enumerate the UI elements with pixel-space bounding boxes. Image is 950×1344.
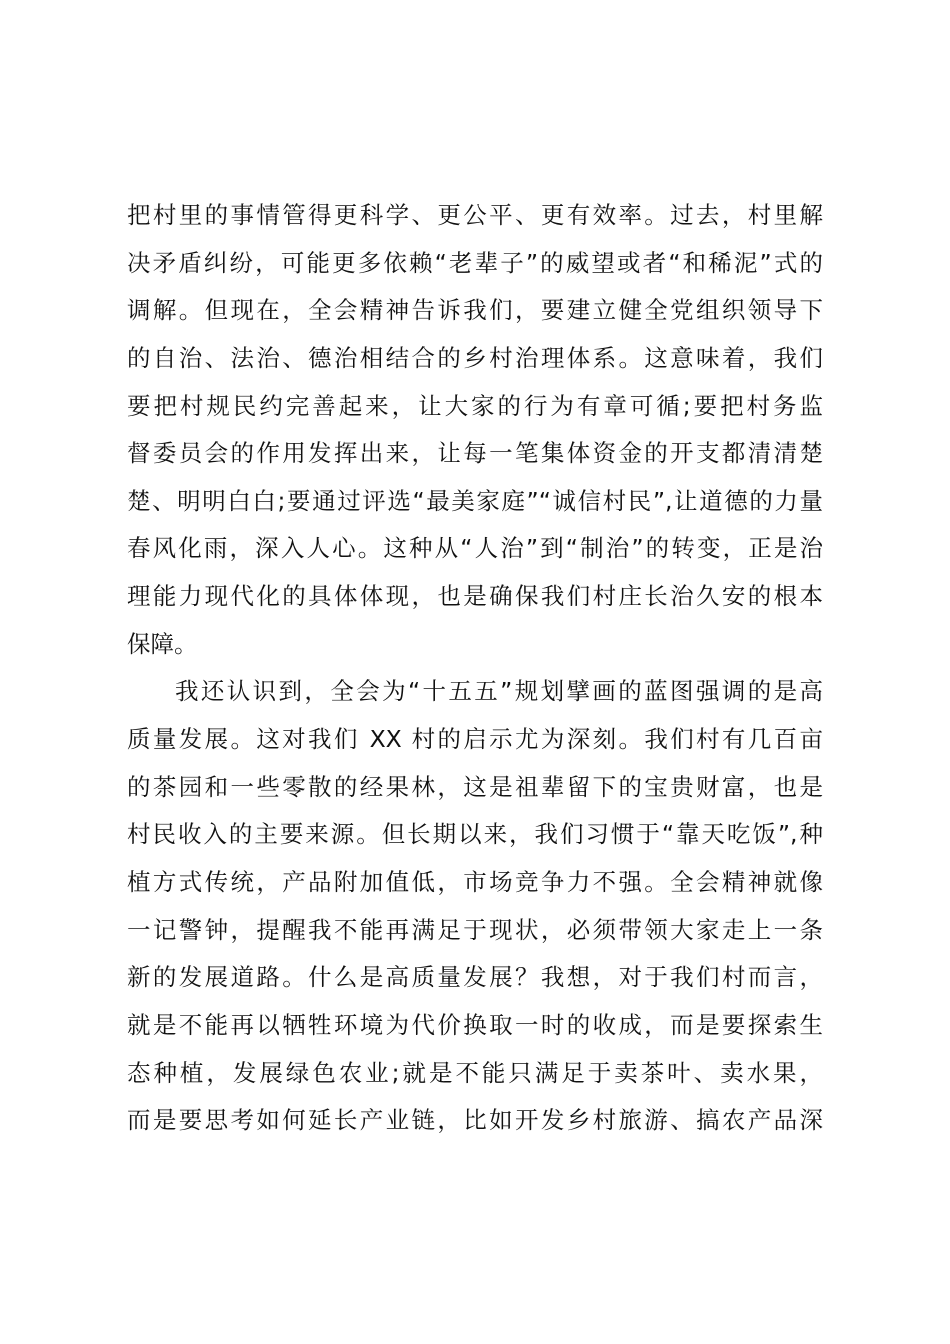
text-line: 调解。但现在，全会精神告诉我们，要建立健全党组织领导下: [127, 296, 823, 325]
document-body: [127, 192, 823, 1145]
text-line: 我还认识到，全会为“十五五”规划擘画的蓝图强调的是高: [175, 677, 823, 706]
text-line: 态种植，发展绿色农业;就是不能只满足于卖茶叶、卖水果，: [127, 1058, 823, 1087]
text-line: 而是要思考如何延长产业链，比如开发乡村旅游、搞农产品深: [127, 1106, 823, 1135]
text-line: 春风化雨，深入人心。这种从“人治”到“制治”的转变，正是治: [127, 534, 823, 563]
text-line: 决矛盾纠纷，可能更多依赖“老辈子”的威望或者“和稀泥”式的: [127, 248, 823, 277]
text-line: 新的发展道路。什么是高质量发展？我想，对于我们村而言，: [127, 963, 823, 992]
paragraph: [127, 668, 823, 1144]
text-line: 一记警钟，提醒我不能再满足于现状，必须带领大家走上一条: [127, 915, 823, 944]
text-line: 的茶园和一些零散的经果林，这是祖辈留下的宝贵财富，也是: [127, 772, 823, 801]
text-line: 村民收入的主要来源。但长期以来，我们习惯于“靠天吃饭”,种: [127, 820, 823, 849]
text-line: 植方式传统，产品附加值低，市场竞争力不强。全会精神就像: [127, 867, 823, 896]
text-line: 保障。: [127, 629, 198, 658]
text-line: 督委员会的作用发挥出来，让每一笔集体资金的开支都清清楚: [127, 439, 823, 468]
text-line: 把村里的事情管得更科学、更公平、更有效率。过去，村里解: [127, 201, 823, 229]
text-line: 理能力现代化的具体体现，也是确保我们村庄长治久安的根本: [127, 582, 823, 611]
text-line: 楚、明明白白;要通过评选“最美家庭”“诚信村民”,让道德的力量: [127, 486, 823, 515]
paragraph: [127, 192, 823, 668]
text-line: 就是不能再以牺牲环境为代价换取一时的收成，而是要探索生: [127, 1010, 823, 1039]
text-line: 的自治、法治、德治相结合的乡村治理体系。这意味着，我们: [127, 343, 823, 372]
text-line: 质量发展。这对我们 XX 村的启示尤为深刻。我们村有几百亩: [127, 725, 823, 754]
text-line: 要把村规民约完善起来，让大家的行为有章可循;要把村务监: [127, 391, 823, 420]
